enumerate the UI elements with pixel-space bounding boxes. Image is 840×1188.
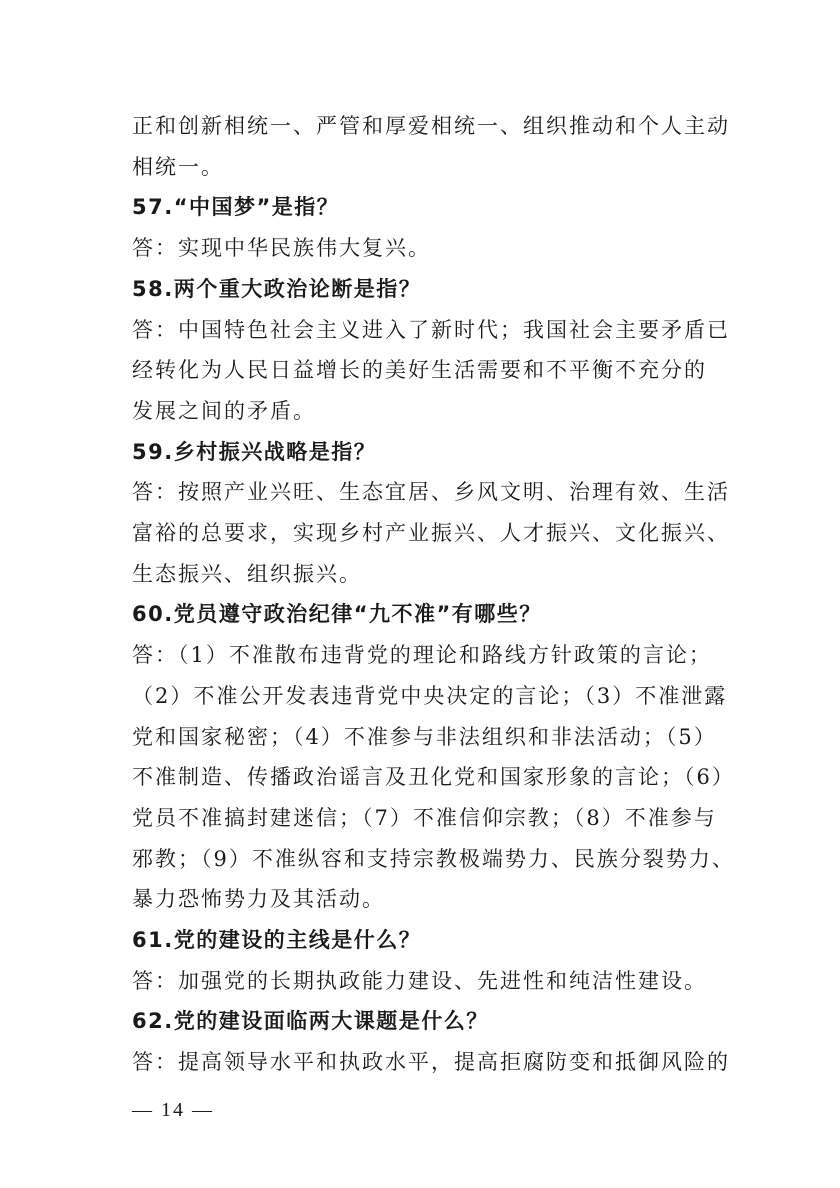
question-heading: 57.“中国梦”是指？	[132, 195, 340, 220]
answer-line: 党和国家秘密；（4）不准参与非法组织和非法活动；（5）	[132, 724, 717, 749]
answer-line: 答：按照产业兴旺、生态宜居、乡风文明、治理有效、生活	[132, 480, 730, 505]
question-heading: 62.党的建设面临两大课题是什么？	[132, 1009, 489, 1034]
answer-line: （2）不准公开发表违背党中央决定的言论；（3）不准泄露	[132, 683, 728, 708]
question-heading: 58.两个重大政治论断是指？	[132, 276, 422, 301]
question-heading: 61.党的建设的主线是什么？	[132, 928, 422, 953]
answer-line: 答：加强党的长期执政能力建设、先进性和纯洁性建设。	[132, 968, 707, 993]
answer-line: 富裕的总要求，实现乡村产业振兴、人才振兴、文化振兴、	[132, 521, 730, 546]
answer-line: 邪教；（9）不准纵容和支持宗教极端势力、民族分裂势力、	[132, 846, 735, 871]
answer-line: 党员不准搞封建迷信；（7）不准信仰宗教；（8）不准参与	[132, 805, 717, 830]
answer-line: 答：提高领导水平和执政水平，提高拒腐防变和抵御风险的	[132, 1050, 730, 1075]
answer-line: 经转化为人民日益增长的美好生活需要和不平衡不充分的	[132, 358, 707, 383]
text-line: 相统一。	[132, 154, 224, 179]
answer-line: 暴力恐怖势力及其活动。	[132, 887, 385, 912]
document-body	[132, 106, 735, 1083]
answer-line: 发展之间的矛盾。	[132, 398, 316, 423]
answer-line: 不准制造、传播政治谣言及丑化党和国家形象的言论；（6）	[132, 765, 735, 790]
answer-line: 答：实现中华民族伟大复兴。	[132, 236, 431, 261]
page-number: — 14 —	[132, 1099, 214, 1121]
question-heading: 60.党员遵守政治纪律“九不准”有哪些？	[132, 602, 542, 627]
answer-line: 答：中国特色社会主义进入了新时代；我国社会主要矛盾已	[132, 317, 730, 342]
text-line: 正和创新相统一、严管和厚爱相统一、组织推动和个人主动	[132, 114, 730, 138]
question-heading: 59.乡村振兴战略是指？	[132, 439, 377, 464]
answer-line: 生态振兴、组织振兴。	[132, 561, 362, 586]
answer-line: 答：（1）不准散布违背党的理论和路线方针政策的言论；	[132, 643, 712, 668]
